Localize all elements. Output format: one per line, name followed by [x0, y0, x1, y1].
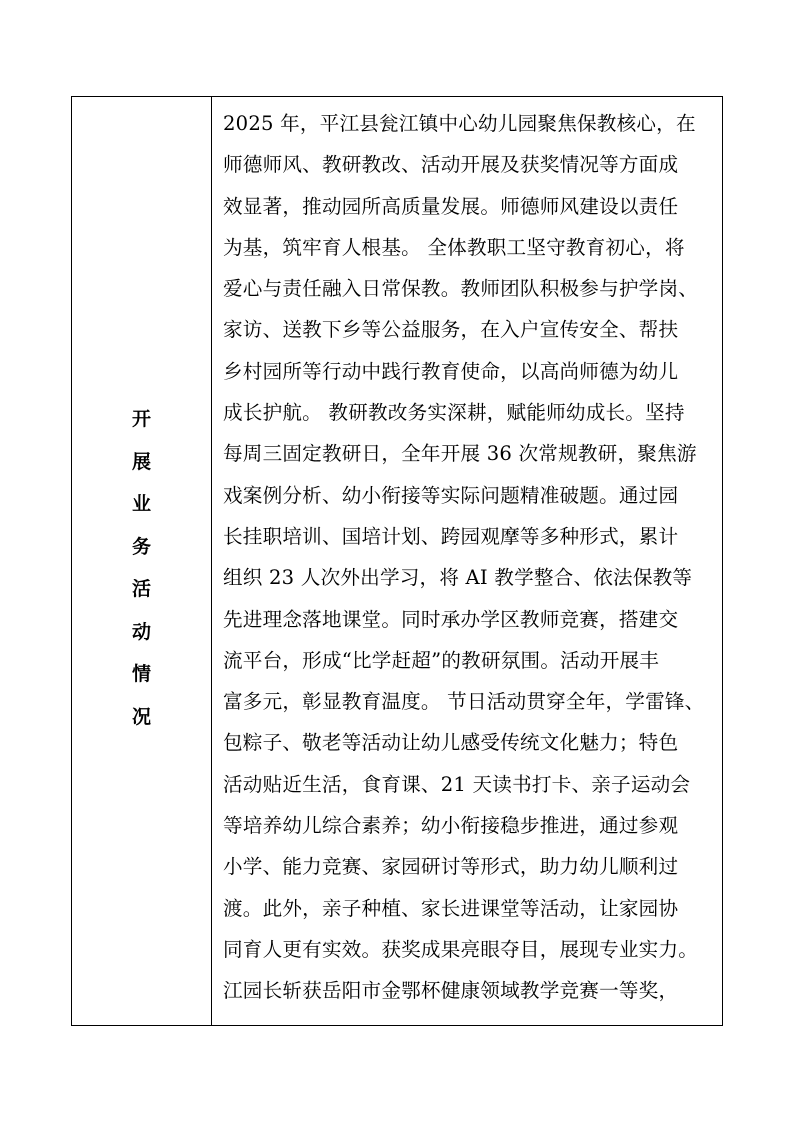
- content-line: 效显著，推动园所高质量发展。师德师风建设以责任: [223, 194, 679, 218]
- label-char: 务: [131, 535, 151, 558]
- section-label: [72, 398, 211, 738]
- content-line: 先进理念落地课堂。同时承办学区教师竞赛，搭建交: [223, 607, 679, 631]
- content-line: 江园长斩获岳阳市金鄂杯健康领域教学竞赛一等奖，: [223, 979, 679, 1003]
- content-line: 家访、送教下乡等公益服务，在入户宣传安全、帮扶: [223, 318, 679, 342]
- content-line: 组织 23 人次外出学习，将 AI 教学整合、依法保教等: [223, 566, 693, 590]
- content-line: 活动贴近生活，食育课、21 天读书打卡、亲子运动会: [223, 772, 691, 796]
- content-line: 同育人更有实效。获奖成果亮眼夺目，展现专业实力。: [223, 937, 699, 961]
- label-char: 业: [131, 493, 151, 515]
- content-line: 包粽子、敬老等活动让幼儿感受传统文化魅力；特色: [223, 731, 679, 755]
- content-line: 富多元，彰显教育温度。 节日活动贯穿全年，学雷锋、: [223, 690, 705, 714]
- content-line: 渡。此外，亲子种植、家长进课堂等活动，让家园协: [223, 896, 679, 920]
- content-line: 等培养幼儿综合素养；幼小衔接稳步推进，通过参观: [223, 814, 679, 838]
- content-line: 流平台，形成“比学赶超”的教研氛围。活动开展丰: [223, 648, 660, 672]
- content-line: 为基，筑牢育人根基。 全体教职工坚守教育初心，将: [223, 235, 685, 259]
- content-line: 师德师风、教研教改、活动开展及获奖情况等方面成: [223, 153, 679, 177]
- label-char: 情: [131, 663, 151, 685]
- content-line: 成长护航。 教研教改务实深耕，赋能师幼成长。坚持: [223, 401, 685, 425]
- content-line: 小学、能力竞赛、家园研讨等形式，助力幼儿顺利过: [223, 855, 679, 879]
- content-line: 乡村园所等行动中践行教育使命，以高尚师德为幼儿: [223, 359, 679, 383]
- content-line: 戏案例分析、幼小衔接等实际问题精准破题。通过园: [223, 483, 679, 507]
- label-char: 开: [131, 408, 151, 430]
- content-line: 2025 年，平江县瓮江镇中心幼儿园聚焦保教核心，在: [223, 112, 696, 135]
- content-line: 长挂职培训、国培计划、跨园观摩等多种形式，累计: [223, 524, 679, 548]
- section-content-cell: [212, 97, 722, 1025]
- label-char: 动: [131, 620, 151, 643]
- section-label-cell: [72, 97, 212, 1025]
- activity-table: [71, 96, 723, 1026]
- content-line: 爱心与责任融入日常保教。教师团队积极参与护学岗、: [223, 277, 699, 301]
- label-char: 活: [131, 578, 151, 600]
- label-char: 展: [131, 450, 151, 473]
- content-line: 每周三固定教研日，全年开展 36 次常规教研，聚焦游: [223, 442, 697, 466]
- label-char: 况: [131, 705, 151, 728]
